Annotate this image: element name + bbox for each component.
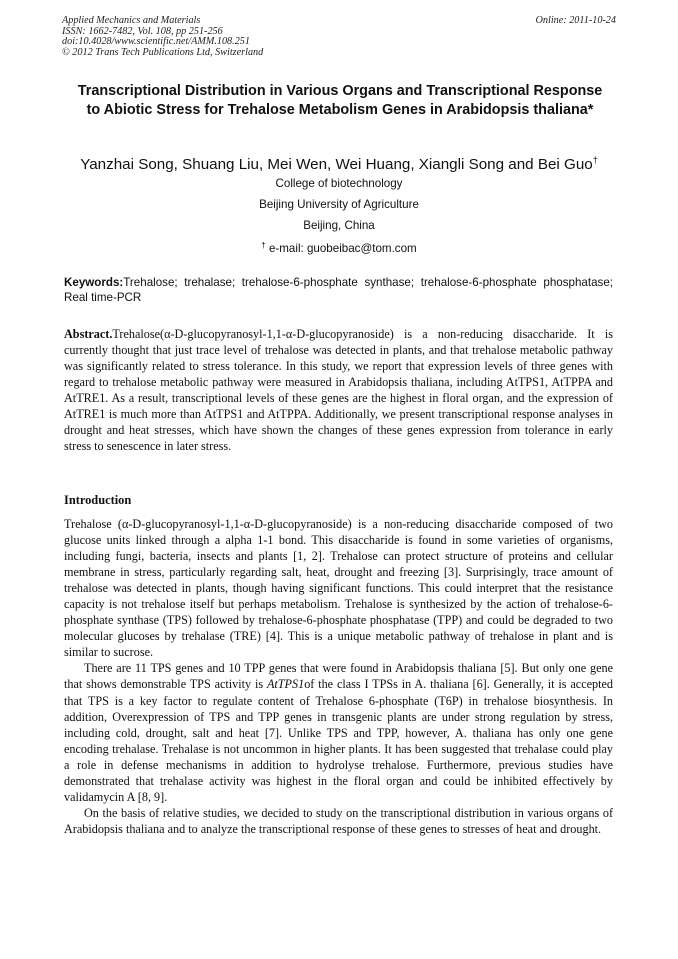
author-list [40, 150, 638, 175]
copyright-line: © 2012 Trans Tech Publications Ltd, Switzerland [62, 46, 264, 58]
affiliation-location: Beijing, China [303, 219, 375, 232]
abstract-text: Trehalose(α-D-glucopyranosyl-1,1-α-D-glucopyranoside) is a non-reducing disaccharide. It is currently thought that just trace level of trehalose was detected in plants, and that trehalose metabolic pathway was significantly related to stress tolerance. In this study, we report that expression levels of three genes with regard to trehalose metabolic pathway were measured in Arabidopsis thaliana, including AtTPS1, AtTPPA and AtTRE1. As a result, transcriptional levels of these genes are the highest in floral organ, and the expression of AtTRE1 is much more than AtTPS1 and AtTPPA. Additionally, we present transcriptional response analyses in drought and heat stresses, which have shown the changes of these genes expression from tolerance in early stress to senescence in later stress. [64, 327, 613, 454]
introduction-heading: Introduction [64, 493, 132, 507]
intro-paragraph-1: Trehalose (α-D-glucopyranosyl-1,1-α-D-glucopyranoside) is a non-reducing disaccharide composed of two glucose units linked through a alpha 1-1 bond. This disaccharide is found in some varieties of organisms, including fungi, bacteria, insects and plants [1, 2]. Trehalose can protect structure of proteins and cellular membrane in stress, particularly regarding salt, heat, drought and freezing [3]. Surprisingly, trace amount of trehalose was detected in plants, though having significant functions. This could interpret that the resistance capacity is not trehalose itself but perhaps metabolism. Trehalose is synthesized by the action of trehalose-6-phosphate synthase (TPS) followed by trehalose-6-phosphate phosphatase (TPP) and could be degraded to two molecular glucoses by trehalase (TRE) [4]. This is a unique metabolic pathway of trehalose in plant and is similar to sucrose. [64, 517, 613, 660]
author-names: Yanzhai Song, Shuang Liu, Mei Wen, Wei Huang, Xiangli Song and Bei Guo [80, 156, 593, 173]
gene-name-attps1: AtTPS1 [266, 677, 305, 692]
affiliation-email [0, 239, 678, 256]
keywords-label: Keywords: [64, 276, 124, 289]
paper-title: Transcriptional Distribution in Various Organs and Transcriptional Response to Abiotic Stress for Trehalose Metabolism Genes in Arabidopsis thaliana* [77, 83, 603, 118]
doi-line: doi:10.4028/www.scientific.net/AMM.108.251 [62, 36, 250, 48]
journal-name: Applied Mechanics and Materials [62, 15, 201, 26]
abstract [64, 326, 613, 454]
online-date: Online: 2011-10-24 [535, 15, 616, 26]
keywords [64, 275, 613, 305]
intro-paragraph-3: On the basis of relative studies, we decided to study on the transcriptional distribution in various organs of Arabidopsis thaliana and to analyze the transcriptional response of these genes to stresses of heat and drought. [64, 805, 613, 836]
corresponding-author-mark: † [592, 155, 598, 165]
issn-line: ISSN: 1662-7482, Vol. 108, pp 251-256 [62, 25, 223, 37]
introduction-body [64, 516, 613, 837]
abstract-label: Abstract. [64, 327, 113, 341]
intro-paragraph-2 [64, 660, 613, 804]
email-text: e-mail: guobeibac@tom.com [265, 242, 417, 255]
journal-header [62, 16, 622, 58]
intro-p2-text-cont: of the class I TPSs in A. thaliana [6]. Generally, it is accepted that TPS is a key factor to regulate content of Trehalose 6-phosphate (T6P) in trehalose biosynthesis. In addition, Overexpression of TPS and TPP genes in transgenic plants are under strong regulation by stress, including cold, drought, salt and heat [7]. Unlike TPS and TPP, however, A. thaliana has only one gene encoding trehalase. Trehalase is not uncommon in higher plants. It has been suggested that trehalase could play a role in defense mechanisms in addition to hydrolyse trehalose. Furthermore, previous studies have demonstrated that trehalase activity was highest in the floral organ and could be inhibited effectively by validamycin A [8, 9]. [64, 677, 613, 804]
keywords-text: Trehalose; trehalase; trehalose-6-phosphate synthase; trehalose-6-phosphate phosphatase; Real time-PCR [64, 276, 613, 305]
affiliation-college: College of biotechnology [275, 177, 403, 190]
email-mark: † [261, 241, 266, 250]
intro-p2-text: There are 11 TPS genes and 10 TPP genes that were found in Arabidopsis thaliana [5]. But only one gene that shows demonstrable TPS activity is [64, 661, 613, 692]
affiliation-university: Beijing University of Agriculture [259, 198, 419, 211]
